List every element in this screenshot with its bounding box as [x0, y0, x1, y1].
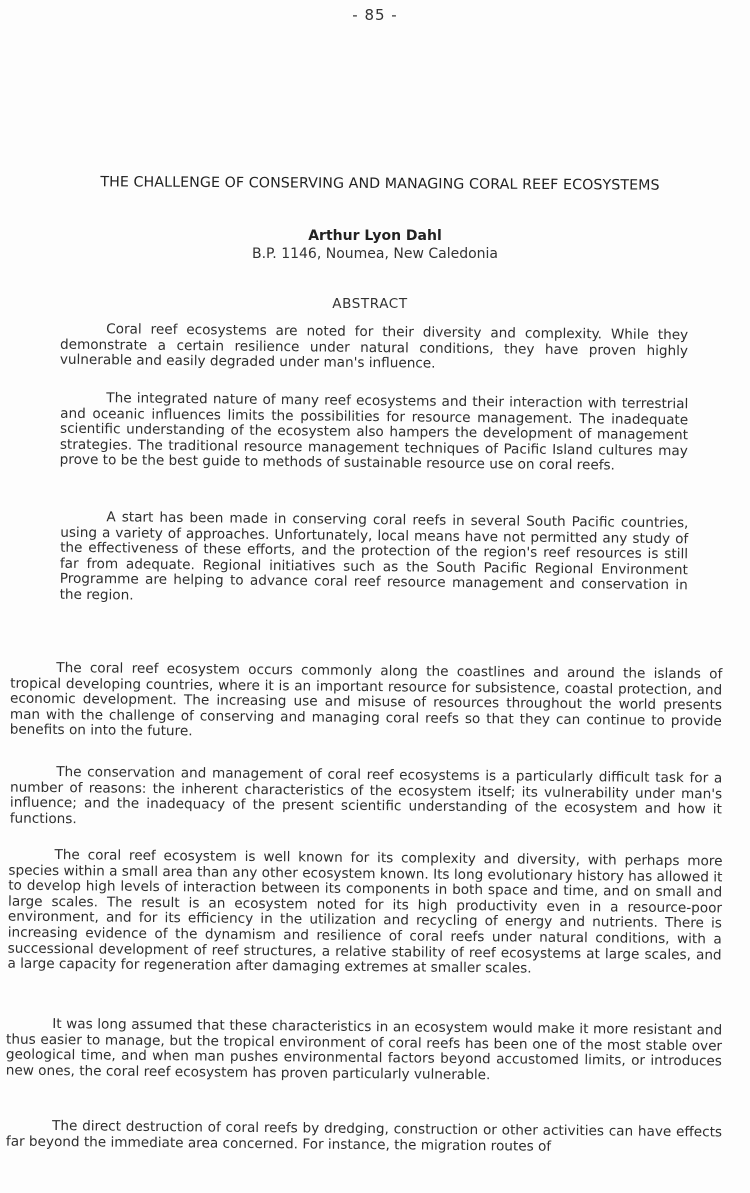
paper-title: THE CHALLENGE OF CONSERVING AND MANAGING CORAL REEF ECOSYSTEMS	[100, 174, 660, 194]
author-name: Arthur Lyon Dahl	[308, 228, 442, 244]
body-paragraph: The direct destruction of coral reefs by dredging, construction or other activities can have effects far beyond the immediate area concerned. For instance, the migration routes of	[5, 1118, 723, 1155]
body-paragraph: The coral reef ecosystem occurs commonly along the coastlines and around the islands of tropical developing countries, where it is an important resource for subsistence, coastal protection, and economic development. The increasing use and misuse of resources throughout the world presents man with the challenge of conserving and managing coral reefs so that they can continue to provide benefits on into the future.	[9, 660, 723, 740]
author-affiliation: B.P. 1146, Noumea, New Caledonia	[251, 246, 499, 262]
page-number: - 85 -	[352, 6, 398, 24]
body-paragraph: It was long assumed that these characteristics in an ecosystem would make it more resistant and thus easier to manage, but the tropical environment of coral reefs has been one of the most stable over geological time, and when man pushes environmental factors beyond accustomed limits, or introduces new ones, the coral reef ecosystem has proven particularly vulnerable.	[5, 1016, 723, 1083]
body-paragraph: The conservation and management of coral reef ecosystems is a particularly difficult task for a number of reasons: the inherent characteristics of the ecosystem itself; its vulnerability under man's influence; and the inadequacy of the present scientific understanding of the ecosystem and how it functions.	[9, 764, 723, 828]
body-paragraph: The coral reef ecosystem is well known for its complexity and diversity, with perhaps more species within a small area than any other ecosystem known. Its long evolutionary history has allowed it to develop high levels of interaction between its components in both space and time, and on small and large scales. The result is an ecosystem noted for its high productivity even in a resource-poor environment, and for its efficiency in the utilization and recycling of energy and nutrients. There is increasing evidence of the dynamism and resilience of coral reefs under natural conditions, with a successional development of reef structures, a relative stability of reef ecosystems at large scales, and a large capacity for regeneration after damaging extremes at smaller scales.	[7, 847, 723, 977]
abstract-paragraph: The integrated nature of many reef ecosystems and their interaction with terrestrial and oceanic influences limits the possibilities for resource management. The inadequate scientific understanding of the ecosystem also hampers the development of management strategies. The traditional resource management techniques of Pacific Island cultures may prove to be the best guide to methods of sustainable resource use on coral reefs.	[59, 390, 689, 474]
abstract-heading: ABSTRACT	[332, 296, 408, 312]
abstract-paragraph: A start has been made in conserving coral reefs in several South Pacific countries, using a variety of approaches. Unfortunately, local means have not permitted any study of the effectiveness of these efforts, and the protection of the region's reef resources is still far from adequate. Regional initiatives such as the South Pacific Regional Environment Programme are helping to advance coral reef resource management and conservation in the region.	[59, 509, 689, 604]
abstract-paragraph: Coral reef ecosystems are noted for their diversity and complexity. While they demonstrate a certain resilience under natural conditions, they have proven highly vulnerable and easily degraded under man's influence.	[59, 321, 689, 372]
